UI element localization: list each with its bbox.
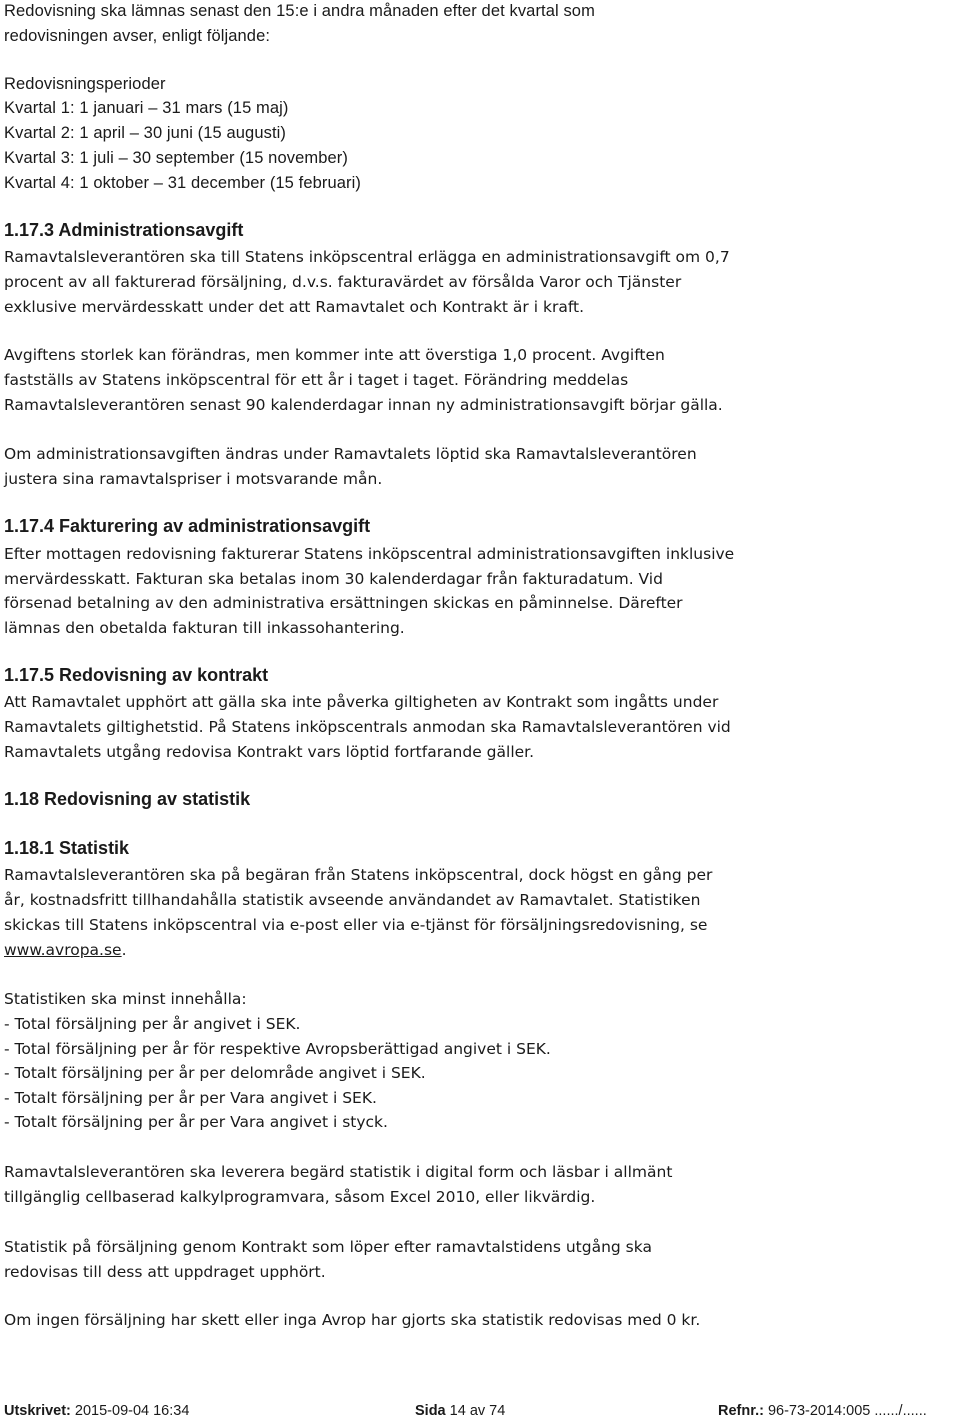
paragraph-line: skickas till Statens inköpscentral via e-post eller via e-tjänst för försäljningsredovisning, se	[4, 916, 708, 934]
printed-label: Utskrivet:	[4, 1403, 71, 1419]
list-item: - Total försäljning per år angivet i SEK.	[4, 1015, 301, 1033]
paragraph-line: redovisas till dess att uppdraget upphört.	[4, 1263, 326, 1281]
page-label: Sida	[415, 1403, 446, 1419]
paragraph-line: Ramavtalsleverantören ska på begäran från Statens inköpscentral, dock högst en gång per	[4, 866, 713, 884]
section-heading: 1.17.3 Administrationsavgift	[4, 220, 244, 240]
paragraph-line: Ramavtalsleverantören senast 90 kalenderdagar innan ny administrationsavgift börjar gälla.	[4, 396, 723, 414]
paragraph-line: Att Ramavtalet upphört att gälla ska inte påverka giltigheten av Kontrakt som ingåtts under	[4, 693, 719, 711]
paragraph-line: mervärdesskatt. Fakturan ska betalas inom 30 kalenderdagar från fakturadatum. Vid	[4, 570, 663, 588]
period-q3: Kvartal 3: 1 juli – 30 september (15 november)	[4, 149, 348, 167]
period-q1: Kvartal 1: 1 januari – 31 mars (15 maj)	[4, 99, 289, 117]
ref-info	[718, 1403, 927, 1419]
list-item: - Totalt försäljning per år per Vara angivet i styck.	[4, 1113, 388, 1131]
paragraph-line: fastställs av Statens inköpscentral för ett år i taget i taget. Förändring meddelas	[4, 371, 629, 389]
section-heading: 1.17.4 Fakturering av administrationsavgift	[4, 516, 371, 536]
paragraph-line: Statistik på försäljning genom Kontrakt som löper efter ramavtalstidens utgång ska	[4, 1238, 652, 1256]
paragraph-line: Ramavtalets giltighetstid. På Statens inköpscentrals anmodan ska Ramavtalsleverantören vid	[4, 718, 731, 736]
paragraph-line: exklusive mervärdesskatt under det att Ramavtalet och Kontrakt är i kraft.	[4, 298, 585, 316]
paragraph-line: år, kostnadsfritt tillhandahålla statistik avseende användandet av Ramavtalet. Statistiken	[4, 891, 701, 909]
paragraph-line: lämnas den obetalda fakturan till inkassohantering.	[4, 619, 405, 637]
page-value: 14 av 74	[449, 1403, 506, 1419]
paragraph-line: justera sina ramavtalspriser i motsvarande mån.	[4, 470, 383, 488]
period-q2: Kvartal 2: 1 april – 30 juni (15 augusti)	[4, 124, 287, 142]
periods-heading: Redovisningsperioder	[4, 75, 166, 93]
intro-line: Redovisning ska lämnas senast den 15:e i andra månaden efter det kvartal som	[4, 2, 595, 20]
paragraph-line: tillgänglig cellbaserad kalkylprogramvara, såsom Excel 2010, eller likvärdig.	[4, 1188, 596, 1206]
intro-line: redovisningen avser, enligt följande:	[4, 27, 271, 45]
section-heading: 1.18 Redovisning av statistik	[4, 789, 251, 809]
list-item: - Totalt försäljning per år per Vara angivet i SEK.	[4, 1089, 377, 1107]
paragraph-line: procent av all fakturerad försäljning, d.v.s. fakturavärdet av försålda Varor och Tjänster	[4, 273, 682, 291]
page-info	[415, 1403, 505, 1419]
paragraph-line	[4, 938, 127, 963]
paragraph-line: Ramavtalsleverantören ska leverera begärd statistik i digital form och läsbar i allmänt	[4, 1163, 673, 1181]
paragraph-line: Om ingen försäljning har skett eller inga Avrop har gjorts ska statistik redovisas med 0 kr.	[4, 1311, 701, 1329]
list-item: - Totalt försäljning per år per delområde angivet i SEK.	[4, 1064, 426, 1082]
paragraph-line: Efter mottagen redovisning fakturerar Statens inköpscentral administrationsavgiften inklusive	[4, 545, 735, 563]
printed-info	[4, 1403, 189, 1419]
paragraph-line: Om administrationsavgiften ändras under Ramavtalets löptid ska Ramavtalsleverantören	[4, 445, 697, 463]
ref-label: Refnr.:	[718, 1403, 764, 1419]
section-heading: 1.17.5 Redovisning av kontrakt	[4, 665, 269, 685]
printed-value: 2015-09-04 16:34	[74, 1403, 190, 1419]
paragraph-line: försenad betalning av den administrativa ersättningen skickas en påminnelse. Därefter	[4, 594, 683, 612]
link-suffix: .	[121, 941, 127, 959]
paragraph-line: Avgiftens storlek kan förändras, men kommer inte att överstiga 1,0 procent. Avgiften	[4, 346, 665, 364]
list-intro: Statistiken ska minst innehålla:	[4, 990, 247, 1008]
paragraph-line: Ramavtalets utgång redovisa Kontrakt vars löptid fortfarande gäller.	[4, 743, 535, 761]
paragraph-line: Ramavtalsleverantören ska till Statens inköpscentral erlägga en administrationsavgift om 0,7	[4, 248, 730, 266]
list-item: - Total försäljning per år för respektive Avropsberättigad angivet i SEK.	[4, 1040, 551, 1058]
ref-value: 96-73-2014:005 ....../......	[767, 1403, 927, 1419]
period-q4: Kvartal 4: 1 oktober – 31 december (15 februari)	[4, 174, 361, 192]
page-footer	[4, 1403, 956, 1425]
section-heading: 1.18.1 Statistik	[4, 838, 130, 858]
avropa-link[interactable]: www.avropa.se	[4, 941, 122, 959]
